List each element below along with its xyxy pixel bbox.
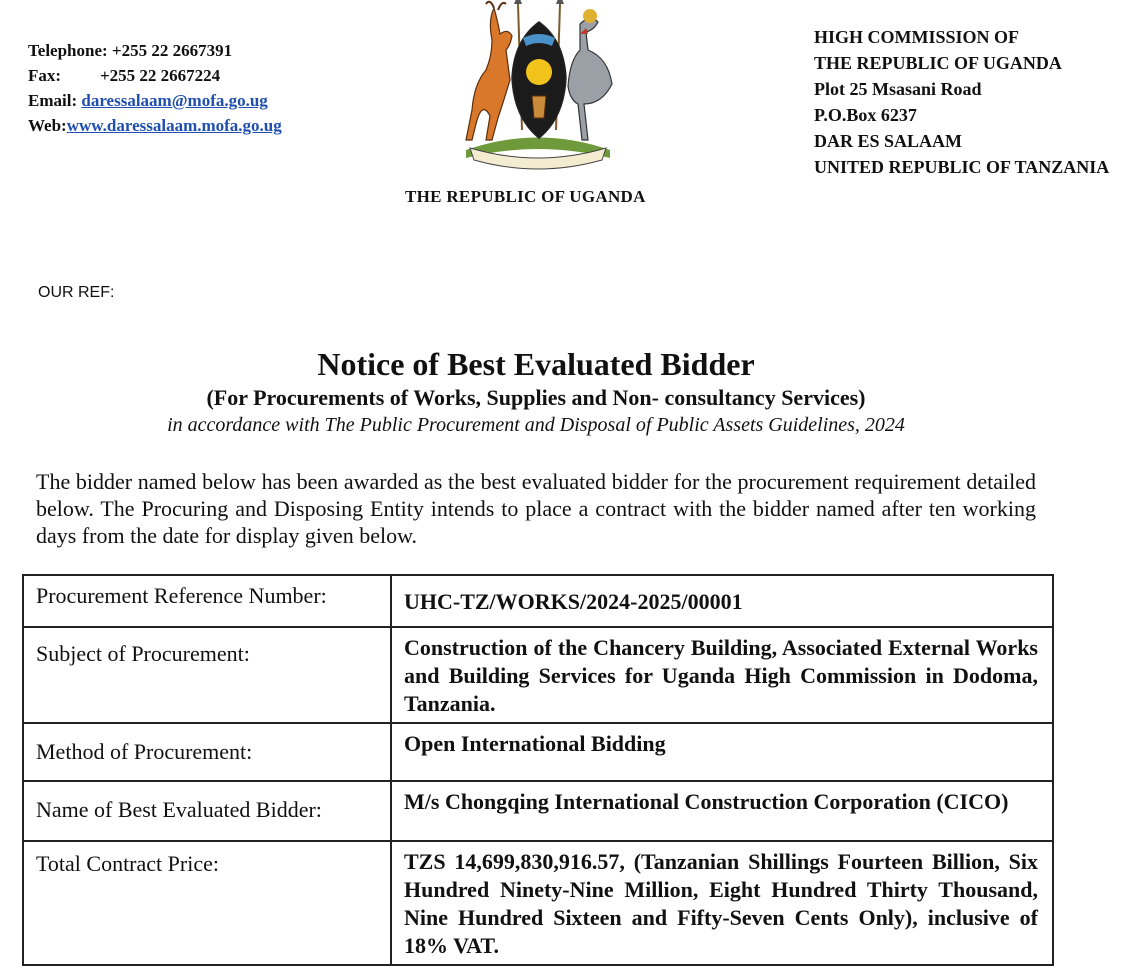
contact-block <box>28 38 282 138</box>
row-value: Open International Bidding <box>391 723 1053 781</box>
email-label: Email: <box>28 91 78 110</box>
crested-crane-figure <box>568 18 612 140</box>
address-line: UNITED REPUBLIC OF TANZANIA <box>814 157 1110 177</box>
row-value: TZS 14,699,830,916.57, (Tanzanian Shillings Fourteen Billion, Six Hundred Ninety-Nine Million, Eight Hundred Thirty Thousand, Nine Hundred Sixteen and Fifty-Seven Cents Only), inclusive of 18% VAT. <box>391 841 1053 965</box>
email-line <box>28 88 282 113</box>
spearhead-left <box>514 0 522 4</box>
fax-line <box>28 63 282 88</box>
shield-sun <box>526 59 552 85</box>
telephone-number: +255 22 2667391 <box>111 41 233 60</box>
procurement-details-table <box>22 574 1054 966</box>
row-label: Total Contract Price: <box>23 841 391 965</box>
row-label: Name of Best Evaluated Bidder: <box>23 781 391 841</box>
row-value: M/s Chongqing International Construction Corporation (CICO) <box>391 781 1053 841</box>
address-line: HIGH COMMISSION OF <box>814 27 1020 47</box>
row-label: Procurement Reference Number: <box>23 575 391 627</box>
notice-title: Notice of Best Evaluated Bidder <box>317 346 755 382</box>
fax-number: +255 22 2667224 <box>100 66 221 85</box>
address-block <box>814 24 1109 180</box>
notice-subtitle: (For Procurements of Works, Supplies and Non- consultancy Services) <box>206 385 866 410</box>
row-value: UHC-TZ/WORKS/2024-2025/00001 <box>391 575 1053 627</box>
fax-label: Fax: <box>28 66 62 85</box>
table-row <box>23 841 1053 965</box>
shield-drum <box>532 96 546 118</box>
row-value: Construction of the Chancery Building, Associated External Works and Building Services for Uganda High Commission in Dodoma, Tanzania. <box>391 627 1053 723</box>
notice-guideline: in accordance with The Public Procurement and Disposal of Public Assets Guidelines, 2024 <box>167 414 905 436</box>
email-link[interactable]: daressalaam@mofa.go.ug <box>81 91 268 110</box>
web-link[interactable]: www.daressalaam.mofa.go.ug <box>66 116 282 135</box>
notice-intro-paragraph: The bidder named below has been awarded as the best evaluated bidder for the procurement requirement detailed below. The Procuring and Disposing Entity intends to place a contract with the bidder named after ten working days from the date for display given below. <box>36 469 1036 548</box>
row-label: Method of Procurement: <box>23 723 391 781</box>
web-line <box>28 113 282 138</box>
table-row <box>23 575 1053 627</box>
crane-crest <box>583 9 597 23</box>
table-row <box>23 723 1053 781</box>
telephone-line <box>28 38 282 63</box>
spearhead-right <box>556 0 564 4</box>
telephone-label: Telephone: <box>28 41 108 60</box>
our-ref-label: OUR REF: <box>38 284 115 301</box>
address-line: Plot 25 Msasani Road <box>814 79 982 99</box>
address-line: DAR ES SALAAM <box>814 131 963 151</box>
address-line: THE REPUBLIC OF UGANDA <box>814 53 1062 73</box>
row-label: Subject of Procurement: <box>23 627 391 723</box>
uganda-coat-of-arms-emblem <box>452 0 624 170</box>
kob-horns <box>486 2 506 10</box>
web-label: Web: <box>28 116 67 135</box>
address-line: P.O.Box 6237 <box>814 105 917 125</box>
kob-figure <box>466 8 512 140</box>
table-row <box>23 627 1053 723</box>
table-row <box>23 781 1053 841</box>
republic-heading: THE REPUBLIC OF UGANDA <box>405 187 646 206</box>
